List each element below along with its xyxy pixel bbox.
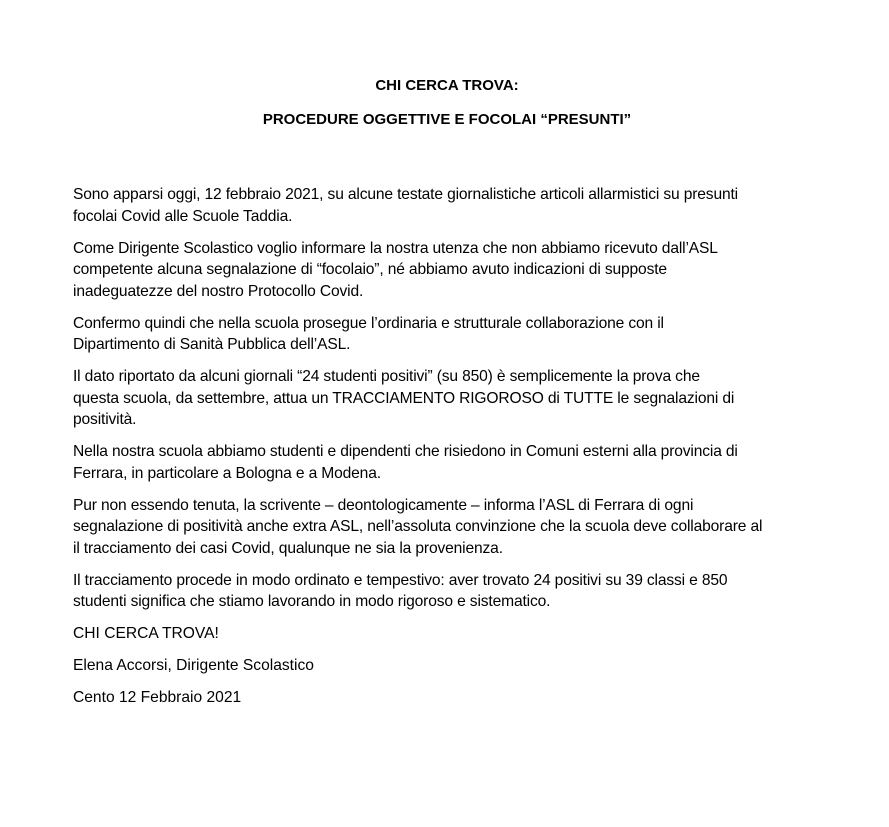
paragraph-line: Pur non essendo tenuta, la scrivente – deontologicamente – informa l’ASL di Ferrara di ogni [73, 496, 694, 514]
paragraph [73, 184, 821, 227]
paragraph-line: il tracciamento dei casi Covid, qualunque ne sia la provenienza. [73, 539, 503, 557]
paragraph-line: Confermo quindi che nella scuola prosegue l’ordinaria e strutturale collaborazione con il [73, 314, 664, 332]
paragraph-line: segnalazione di positività anche extra ASL, nell’assoluta convinzione che la scuola deve collaborare al [73, 518, 763, 535]
place-date: Cento 12 Febbraio 2021 [73, 689, 242, 706]
document-title: CHI CERCA TROVA: [375, 77, 519, 94]
paragraph-line: Il tracciamento procede in modo ordinato e tempestivo: aver trovato 24 positivi su 39 classi e 850 [73, 571, 728, 589]
paragraph-line: Dipartimento di Sanità Pubblica dell’ASL. [73, 336, 351, 353]
paragraph-line: Il dato riportato da alcuni giornali “24 studenti positivi” (su 850) è semplicemente la prova che [73, 368, 700, 385]
paragraph-line: studenti significa che stiamo lavorando in modo rigoroso e sistematico. [73, 593, 551, 610]
paragraph-line: Sono apparsi oggi, 12 febbraio 2021, su alcune testate giornalistiche articoli allarmistici su presunti [73, 186, 738, 203]
document-body [73, 184, 821, 709]
signature: Elena Accorsi, Dirigente Scolastico [73, 657, 314, 674]
paragraph-line: Come Dirigente Scolastico voglio informare la nostra utenza che non abbiamo ricevuto dall’ASL [73, 239, 718, 257]
paragraph-line: focolai Covid alle Scuole Taddia. [73, 207, 293, 225]
paragraph-line: inadeguatezze del nostro Protocollo Covid. [73, 282, 364, 300]
paragraph-line: competente alcuna segnalazione di “focolaio”, né abbiamo avuto indicazioni di supposte [73, 261, 667, 278]
paragraph [73, 441, 821, 484]
paragraph [73, 366, 821, 431]
paragraph [73, 313, 821, 356]
paragraph [73, 570, 821, 613]
paragraph-line: questa scuola, da settembre, attua un TRACCIAMENTO RIGOROSO di TUTTE le segnalazioni di [73, 389, 735, 407]
paragraph-line: Ferrara, in particolare a Bologna e a Modena. [73, 464, 381, 482]
paragraph [73, 238, 821, 303]
paragraph-line: positività. [73, 411, 137, 428]
document-subtitle: PROCEDURE OGGETTIVE E FOCOLAI “PRESUNTI” [262, 111, 632, 128]
paragraph-line: Nella nostra scuola abbiamo studenti e dipendenti che risiedono in Comuni esterni alla provincia di [73, 443, 738, 460]
paragraph [73, 495, 821, 560]
closing-exclamation: CHI CERCA TROVA! [73, 625, 219, 642]
